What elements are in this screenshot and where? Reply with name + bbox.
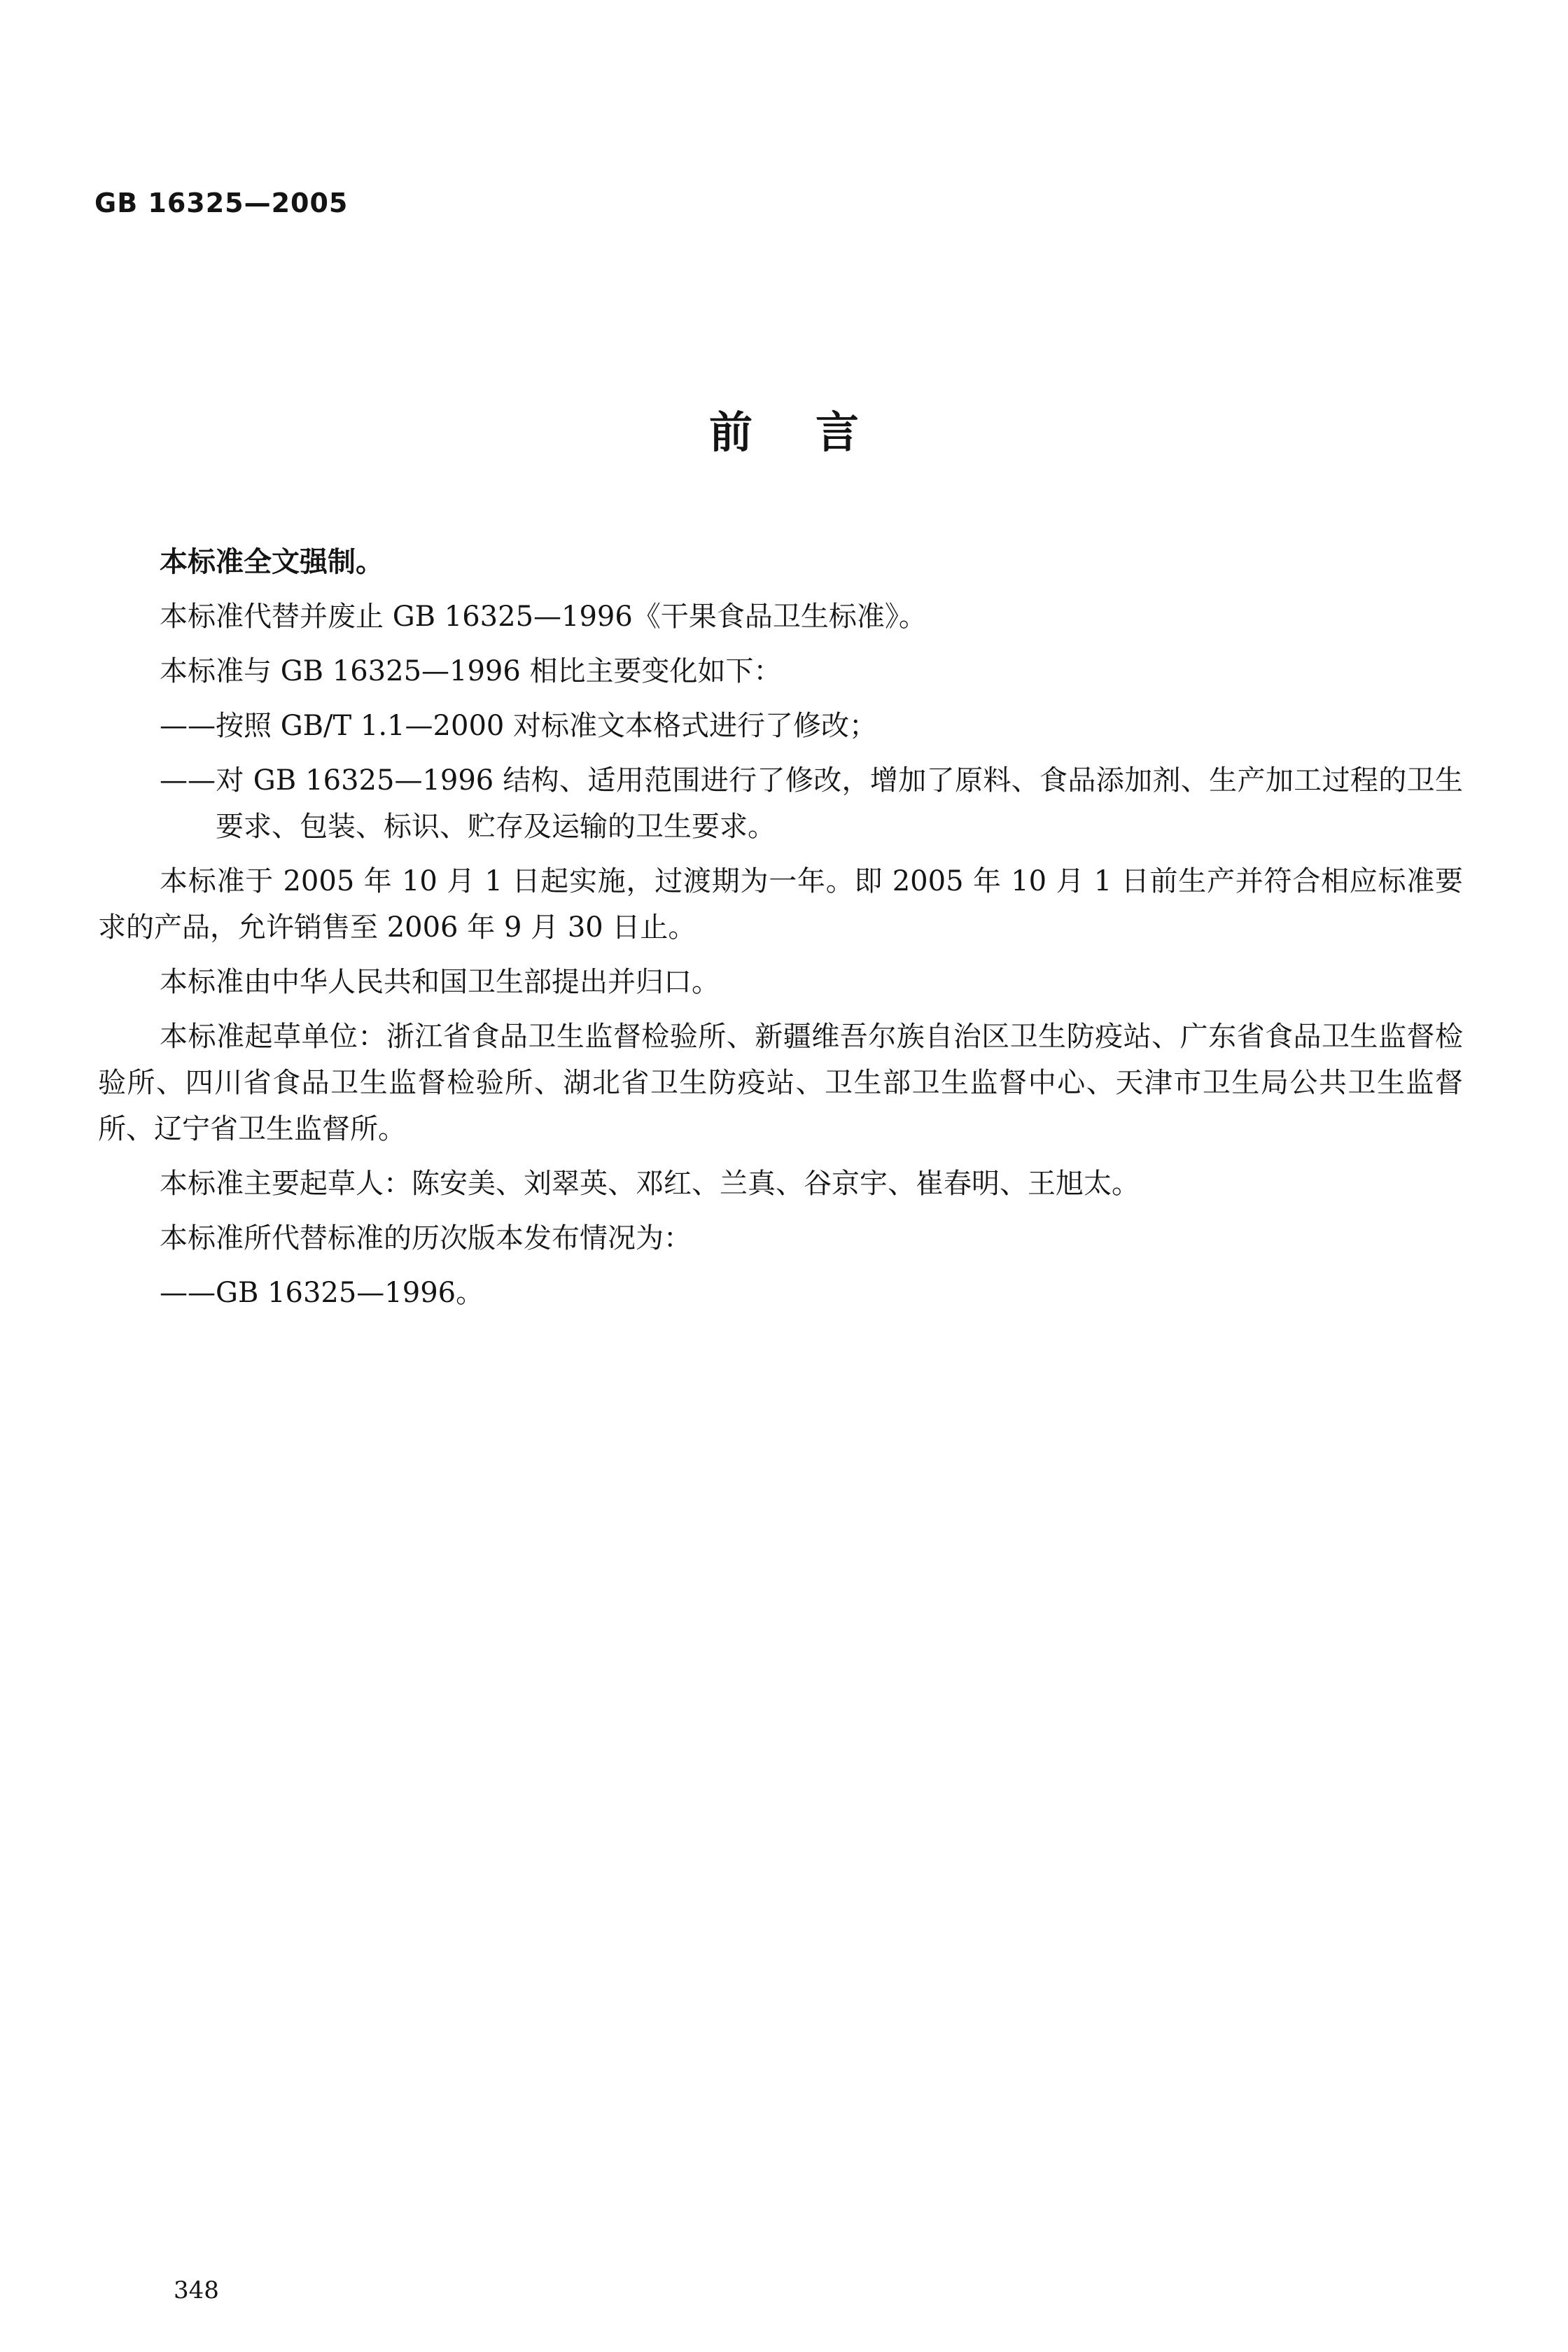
list-item-format-change: ——按照 GB/T 1.1—2000 对标准文本格式进行了修改； [160,710,878,742]
paragraph-history-intro: 本标准所代替标准的历次版本发布情况为： [160,1222,692,1254]
paragraph-effective-date: 本标准于 2005 年 10 月 1 日起实施，过渡期为一年。即 2005 年 10 月 1 日前生产并符合相应标准要求的产品，允许销售至 2006 年 9 月 30 日止。 [98,865,1463,944]
paragraph-replaces: 本标准代替并废止 GB 16325—1996《干果食品卫生标准》。 [160,601,927,633]
page-number: 348 [174,2276,219,2304]
paragraph-changes-intro: 本标准与 GB 16325—1996 相比主要变化如下： [160,655,782,687]
foreword-body [98,539,1463,1324]
paragraph-mandatory: 本标准全文强制。 [160,546,384,578]
paragraph-drafters: 本标准主要起草人：陈安美、刘翠英、邓红、兰真、谷京宇、崔春明、王旭太。 [160,1168,1140,1200]
list-item-structure-change: ——对 GB 16325—1996 结构、适用范围进行了修改，增加了原料、食品添加剂、生产加工过程的卫生要求、包装、标识、贮存及运输的卫生要求。 [160,764,1463,843]
page-title: 前言 [708,407,922,458]
paragraph-drafting-units: 本标准起草单位：浙江省食品卫生监督检验所、新疆维吾尔族自治区卫生防疫站、广东省食品卫生监督检验所、四川省食品卫生监督检验所、湖北省卫生防疫站、卫生部卫生监督中心、天津市卫生局公共卫生监督所、辽宁省卫生监督所。 [98,1021,1463,1145]
list-item-history-version: ——GB 16325—1996。 [160,1277,484,1309]
paragraph-proposer: 本标准由中华人民共和国卫生部提出并归口。 [160,966,720,998]
standard-code: GB 16325—2005 [94,188,349,218]
